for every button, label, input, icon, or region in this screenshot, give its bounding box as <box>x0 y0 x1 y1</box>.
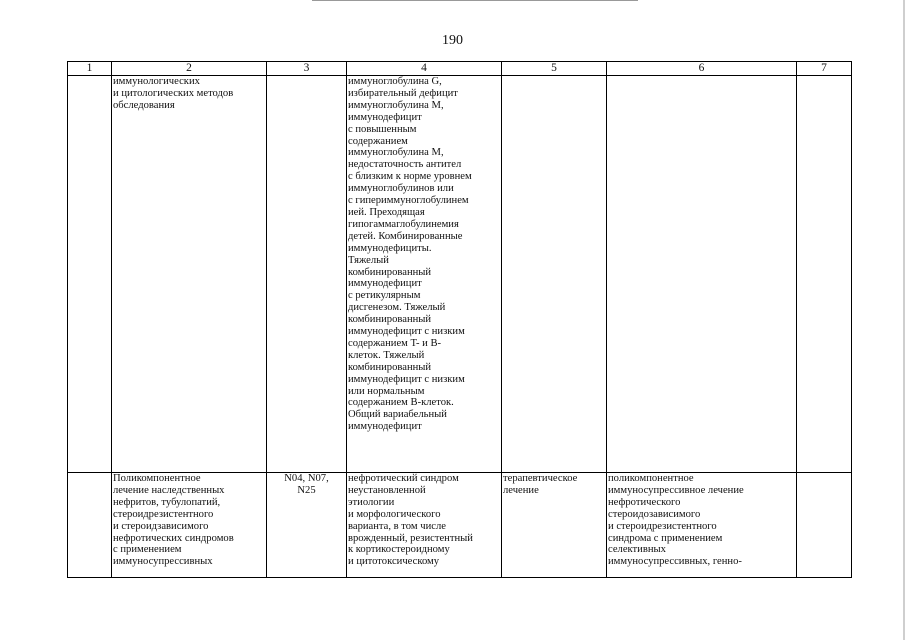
icd-code-cell: N04, N07, N25 <box>267 473 347 578</box>
column-number-row <box>68 62 852 76</box>
top-rule <box>312 0 638 1</box>
treatment-method-cell <box>607 76 797 473</box>
row-number-cell <box>68 76 112 473</box>
patient-model-cell: иммуноглобулина G, избирательный дефицит иммуноглобулина M, иммунодефицит с повышенным содержанием иммуноглобулина M, недостаточность антител с близким к норме уровнем иммуноглобулинов или с гипериммуноглобулинем ией. Преходящая гипогаммаглобулинемия детей. Комбинированные иммунодефициты. Тяжелый комбинированный иммунодефицит с ретикулярным дисгенезом. Тяжелый комбинированный иммунодефицит с низким содержанием T- и B- клеток. Тяжелый комбинированный иммунодефицит с низким или нормальным содержанием B-клеток. Общий вариабельный иммунодефицит <box>347 76 502 473</box>
treatment-type-cell: терапевтическое лечение <box>502 473 607 578</box>
page-number: 190 <box>442 33 463 48</box>
column-number-3: 3 <box>267 62 347 76</box>
table-row <box>68 76 852 473</box>
column-number-1: 1 <box>68 62 112 76</box>
cost-cell <box>797 473 852 578</box>
column-number-5: 5 <box>502 62 607 76</box>
services-table <box>67 61 852 578</box>
service-name-cell: иммунологических и цитологических методов обследования <box>112 76 267 473</box>
treatment-method-cell: поликомпонентное иммуносупрессивное лечение нефротического стероидозависимого и стероидрезистентного синдрома с применением селективных иммуносупрессивных, генно- <box>607 473 797 578</box>
treatment-type-cell <box>502 76 607 473</box>
column-number-7: 7 <box>797 62 852 76</box>
table-row <box>68 473 852 578</box>
icd-code-cell <box>267 76 347 473</box>
column-number-4: 4 <box>347 62 502 76</box>
column-number-6: 6 <box>607 62 797 76</box>
patient-model-cell: нефротический синдром неустановленной этиологии и морфологического варианта, в том числе врожденный, резистентный к кортикостероидному и цитотоксическому <box>347 473 502 578</box>
column-number-2: 2 <box>112 62 267 76</box>
service-name-cell: Поликомпонентное лечение наследственных нефритов, тубулопатий, стероидрезистентного и стероидзависимого нефротических синдромов с применением иммуносупрессивных <box>112 473 267 578</box>
cost-cell <box>797 76 852 473</box>
row-number-cell <box>68 473 112 578</box>
